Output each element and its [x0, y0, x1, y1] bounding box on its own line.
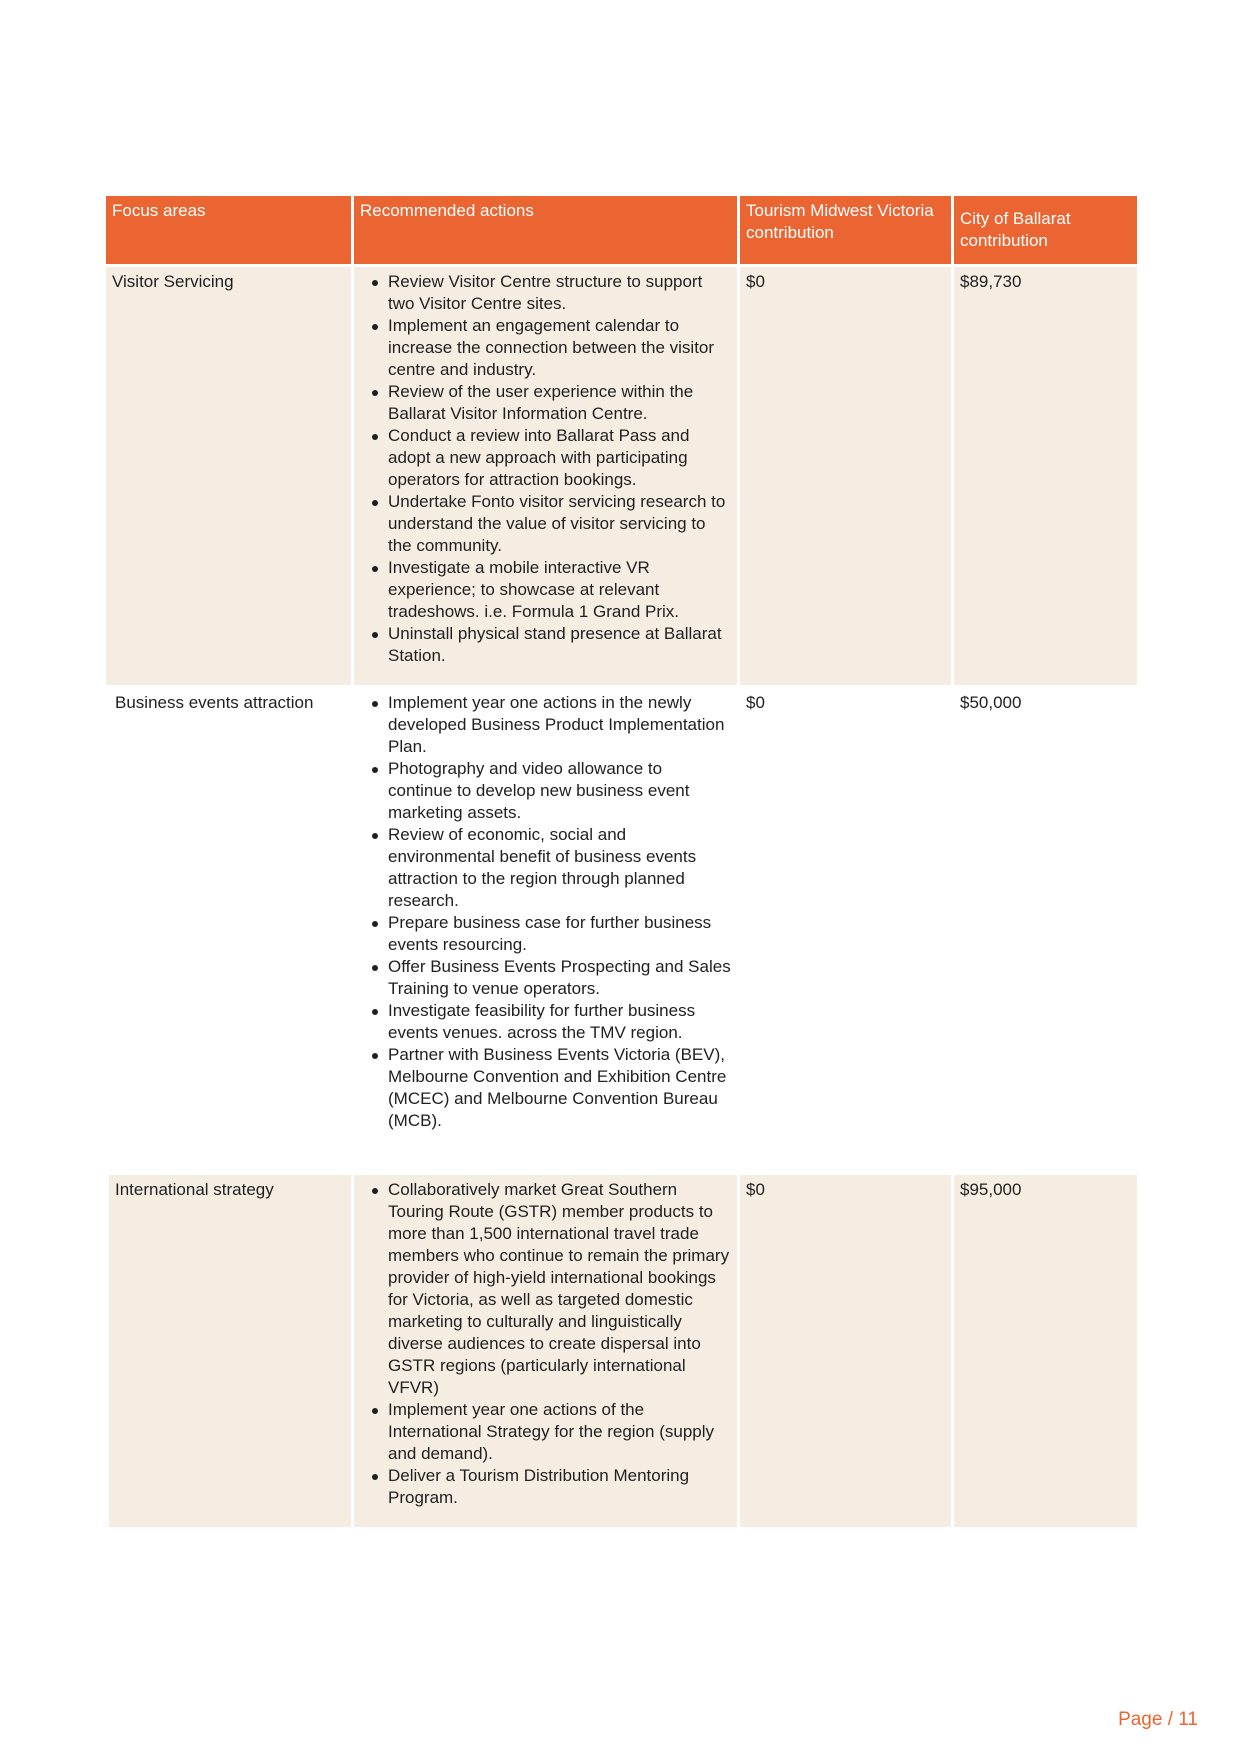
actions-list: [360, 271, 731, 667]
action-item: Offer Business Events Prospecting and Sales Training to venue operators.: [360, 956, 731, 1000]
actions-list: [360, 1179, 731, 1509]
action-item: Prepare business case for further business events resourcing.: [360, 912, 731, 956]
action-item: Implement an engagement calendar to increase the connection between the visitor centre and industry.: [360, 315, 731, 381]
action-item: Investigate a mobile interactive VR experience; to showcase at relevant tradeshows. i.e. Formula 1 Grand Prix.: [360, 557, 731, 623]
header-tmv-contribution: Tourism Midwest Victoria contribution: [737, 196, 951, 264]
header-ballarat-contribution: City of Ballarat contribution: [951, 196, 1137, 264]
actions-list: [360, 692, 731, 1132]
recommended-actions-cell: [351, 685, 737, 1172]
header-focus-areas: Focus areas: [106, 196, 351, 264]
tmv-contribution-cell: $0: [737, 1172, 951, 1527]
action-item: Conduct a review into Ballarat Pass and adopt a new approach with participating operators for attraction bookings.: [360, 425, 731, 491]
ballarat-contribution-cell: $95,000: [951, 1172, 1137, 1527]
action-item: Undertake Fonto visitor servicing research to understand the value of visitor servicing to the community.: [360, 491, 731, 557]
action-item: Photography and video allowance to continue to develop new business event marketing assets.: [360, 758, 731, 824]
action-item: Review of economic, social and environmental benefit of business events attraction to the region through planned research.: [360, 824, 731, 912]
focus-area-cell: Visitor Servicing: [106, 264, 351, 685]
action-item: Uninstall physical stand presence at Ballarat Station.: [360, 623, 731, 667]
action-item: Implement year one actions in the newly developed Business Product Implementation Plan.: [360, 692, 731, 758]
action-item: Implement year one actions of the International Strategy for the region (supply and demand).: [360, 1399, 731, 1465]
tmv-contribution-cell: $0: [737, 264, 951, 685]
page-number: Page / 11: [1118, 1709, 1198, 1730]
header-recommended-actions: Recommended actions: [351, 196, 737, 264]
recommended-actions-cell: [351, 264, 737, 685]
action-item: Deliver a Tourism Distribution Mentoring Program.: [360, 1465, 731, 1509]
action-item: Review of the user experience within the Ballarat Visitor Information Centre.: [360, 381, 731, 425]
action-item: Review Visitor Centre structure to support two Visitor Centre sites.: [360, 271, 731, 315]
action-item: Partner with Business Events Victoria (BEV), Melbourne Convention and Exhibition Centre (MCEC) and Melbourne Convention Bureau (MCB).: [360, 1044, 731, 1132]
tmv-contribution-cell: $0: [737, 685, 951, 1172]
recommended-actions-cell: [351, 1172, 737, 1527]
focus-area-cell: International strategy: [106, 1172, 351, 1527]
ballarat-contribution-cell: $89,730: [951, 264, 1137, 685]
focus-area-cell: Business events attraction: [106, 685, 351, 1172]
action-item: Collaboratively market Great Southern Touring Route (GSTR) member products to more than 1,500 international travel trade members who continue to remain the primary provider of high-yield international bookings for Victoria, as well as targeted domestic marketing to culturally and linguistically diverse audiences to create dispersal into GSTR regions (particularly international VFVR): [360, 1179, 731, 1399]
funding-table: [106, 196, 1137, 1527]
action-item: Investigate feasibility for further business events venues. across the TMV region.: [360, 1000, 731, 1044]
ballarat-contribution-cell: $50,000: [951, 685, 1137, 1172]
